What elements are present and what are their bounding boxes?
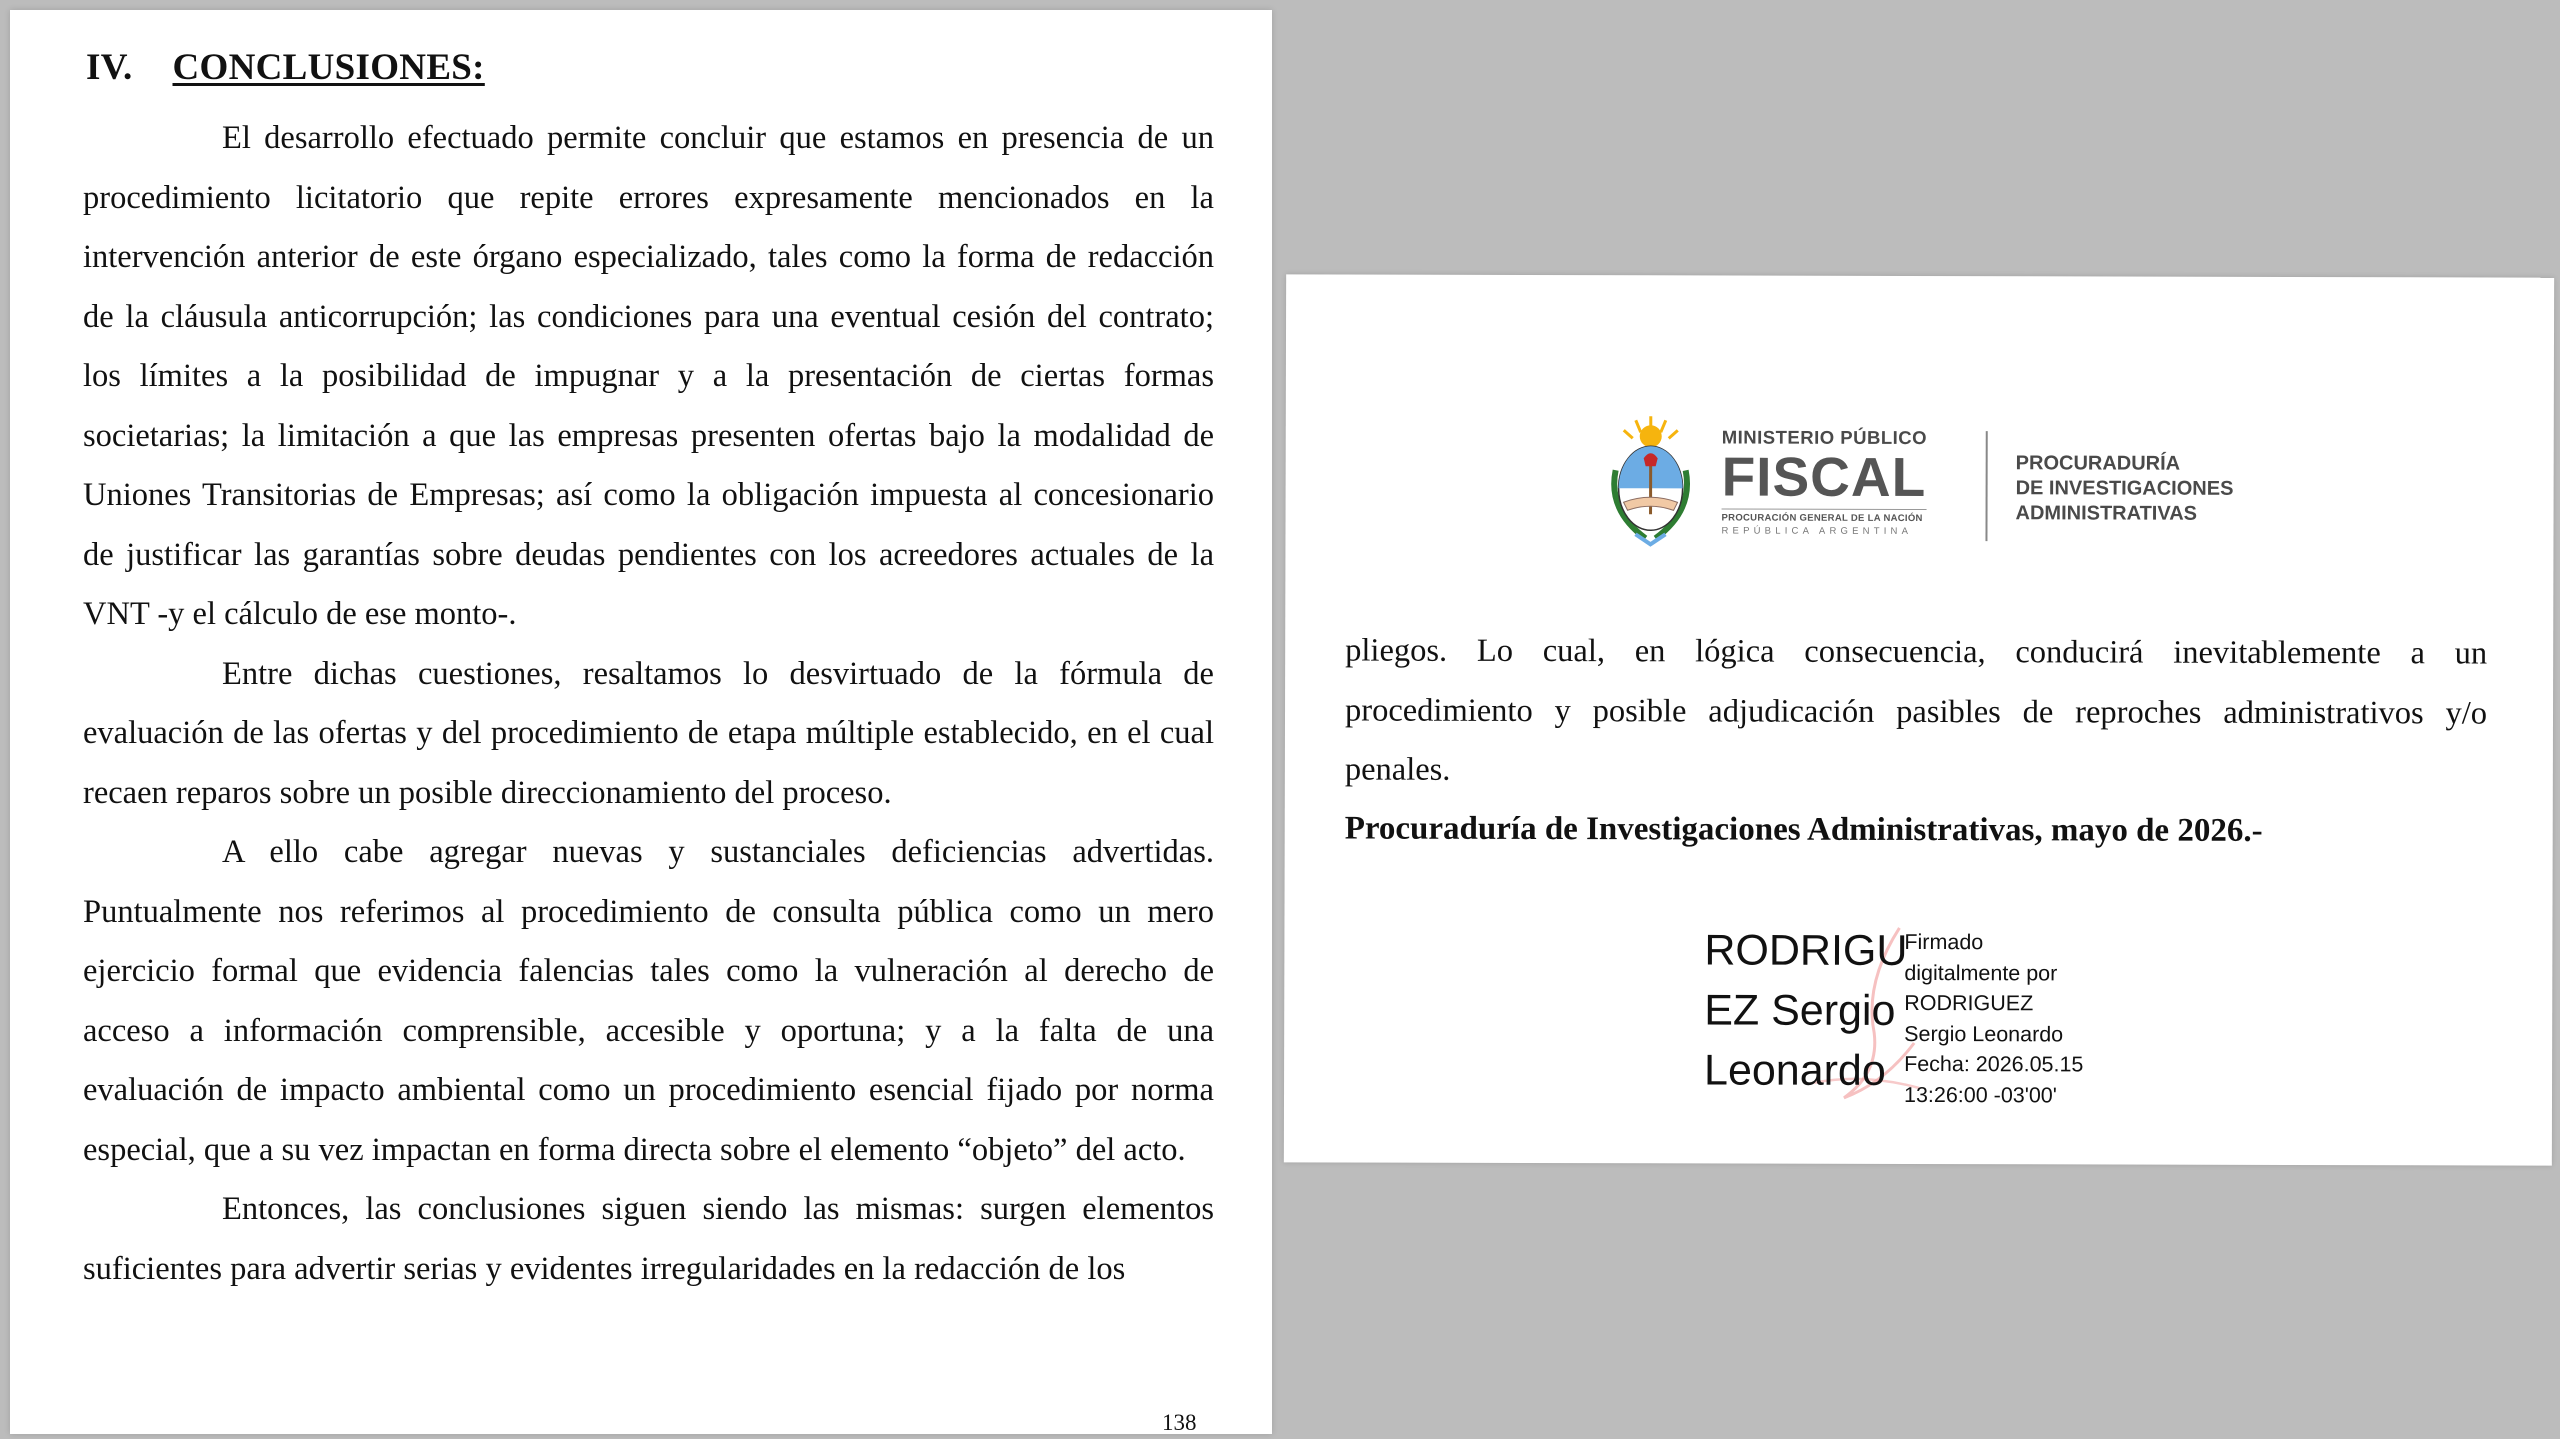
signature-detail-line: Firmado [1904, 929, 1984, 955]
signer-name-line: EZ Sergio [1704, 986, 1896, 1035]
republica-label: REPÚBLICA ARGENTINA [1721, 525, 1913, 537]
document-page-right [1284, 274, 2554, 1165]
fiscal-wordmark [1721, 426, 1927, 537]
page-number: 138 [1162, 1410, 1197, 1435]
logo-divider [1985, 431, 1987, 541]
institution-logo [1605, 410, 2245, 552]
paragraph: pliegos. Lo cual, en lógica consecuencia, conducirá inevitablemente a un procedimiento y posible adjudicación pasibles de reproches administrativos y/o penales. [1344, 632, 2488, 788]
signature-detail-line: Fecha: 2026.05.15 [1904, 1051, 2084, 1077]
document-page-left [10, 10, 1272, 1434]
signature-details [1904, 927, 2084, 1110]
signature-detail-line: RODRIGUEZ [1904, 990, 2034, 1016]
signer-name-line: RODRIGU [1704, 926, 1908, 975]
signature-detail-line: 13:26:00 -03'00' [1903, 1082, 2057, 1107]
signature-detail-line: digitalmente por [1904, 960, 2058, 985]
procuracion-label: PROCURACIÓN GENERAL DE LA NACIÓN [1722, 508, 1927, 524]
pia-line: DE INVESTIGACIONES [2015, 477, 2234, 500]
paragraph: El desarrollo efectuado permite concluir que estamos en presencia de un procedimiento licitatorio que repite errores expresamente mencionados en la intervención anterior de este órgano especializado, tales como la forma de redacción de la cláusula anticorrupción; las condiciones para una eventual cesión del contrato; los límites a la posibilidad de impugnar y a la presentación de ciertas formas societarias; la limitación a que las empresas presenten ofertas bajo la modalidad de Uniones Transitorias de Empresas; así como la obligación impuesta al concesionario de justificar las garantías sobre deudas pendientes con los acreedores actuales de la VNT -y el cálculo de ese monto-. [83, 120, 1214, 632]
pia-line: PROCURADURÍA [2015, 452, 2181, 475]
signer-name-line: Leonardo [1704, 1046, 1886, 1095]
section-heading [86, 46, 485, 89]
signer-name [1704, 920, 1908, 1101]
digital-signature [1704, 920, 2204, 1111]
paragraph: A ello cabe agregar nuevas y sustanciales deficiencias advertidas. Puntualmente nos referimos al procedimiento de consulta pública como un mero ejercicio formal que evidencia falencias tales como la vulneración al derecho de acceso a información comprensible, accesible y oportuna; y a la falta de una evaluación de impacto ambiental como un procedimiento esencial fijado por norma especial, que a su vez impactan en forma directa sobre el elemento “objeto” del acto. [83, 834, 1214, 1168]
paragraph: Entonces, las conclusiones siguen siendo las mismas: surgen elementos suficientes para advertir serias y evidentes irregularidades en la redacción de los [83, 1191, 1214, 1287]
paragraph: Entre dichas cuestiones, resaltamos lo desvirtuado de la fórmula de evaluación de las ofertas y del procedimiento de etapa múltiple establecido, en el cual recaen reparos sobre un posible direccionamiento del proceso. [83, 655, 1214, 811]
ministerio-label: MINISTERIO PÚBLICO [1721, 426, 1928, 449]
signoff-line: Procuraduría de Investigaciones Administrativas, mayo de 2026.- [1344, 810, 2263, 849]
signature-detail-line: Sergio Leonardo [1904, 1021, 2064, 1046]
pia-label [2016, 451, 2234, 527]
section-number: IV. [86, 47, 133, 88]
body-text [83, 109, 1214, 1299]
pia-line: ADMINISTRATIVAS [2015, 502, 2198, 525]
section-title: CONCLUSIONES: [172, 47, 485, 88]
body-text [1345, 621, 2487, 802]
fiscal-label: FISCAL [1721, 445, 1927, 509]
argentina-coat-of-arms-icon [1605, 410, 1695, 550]
